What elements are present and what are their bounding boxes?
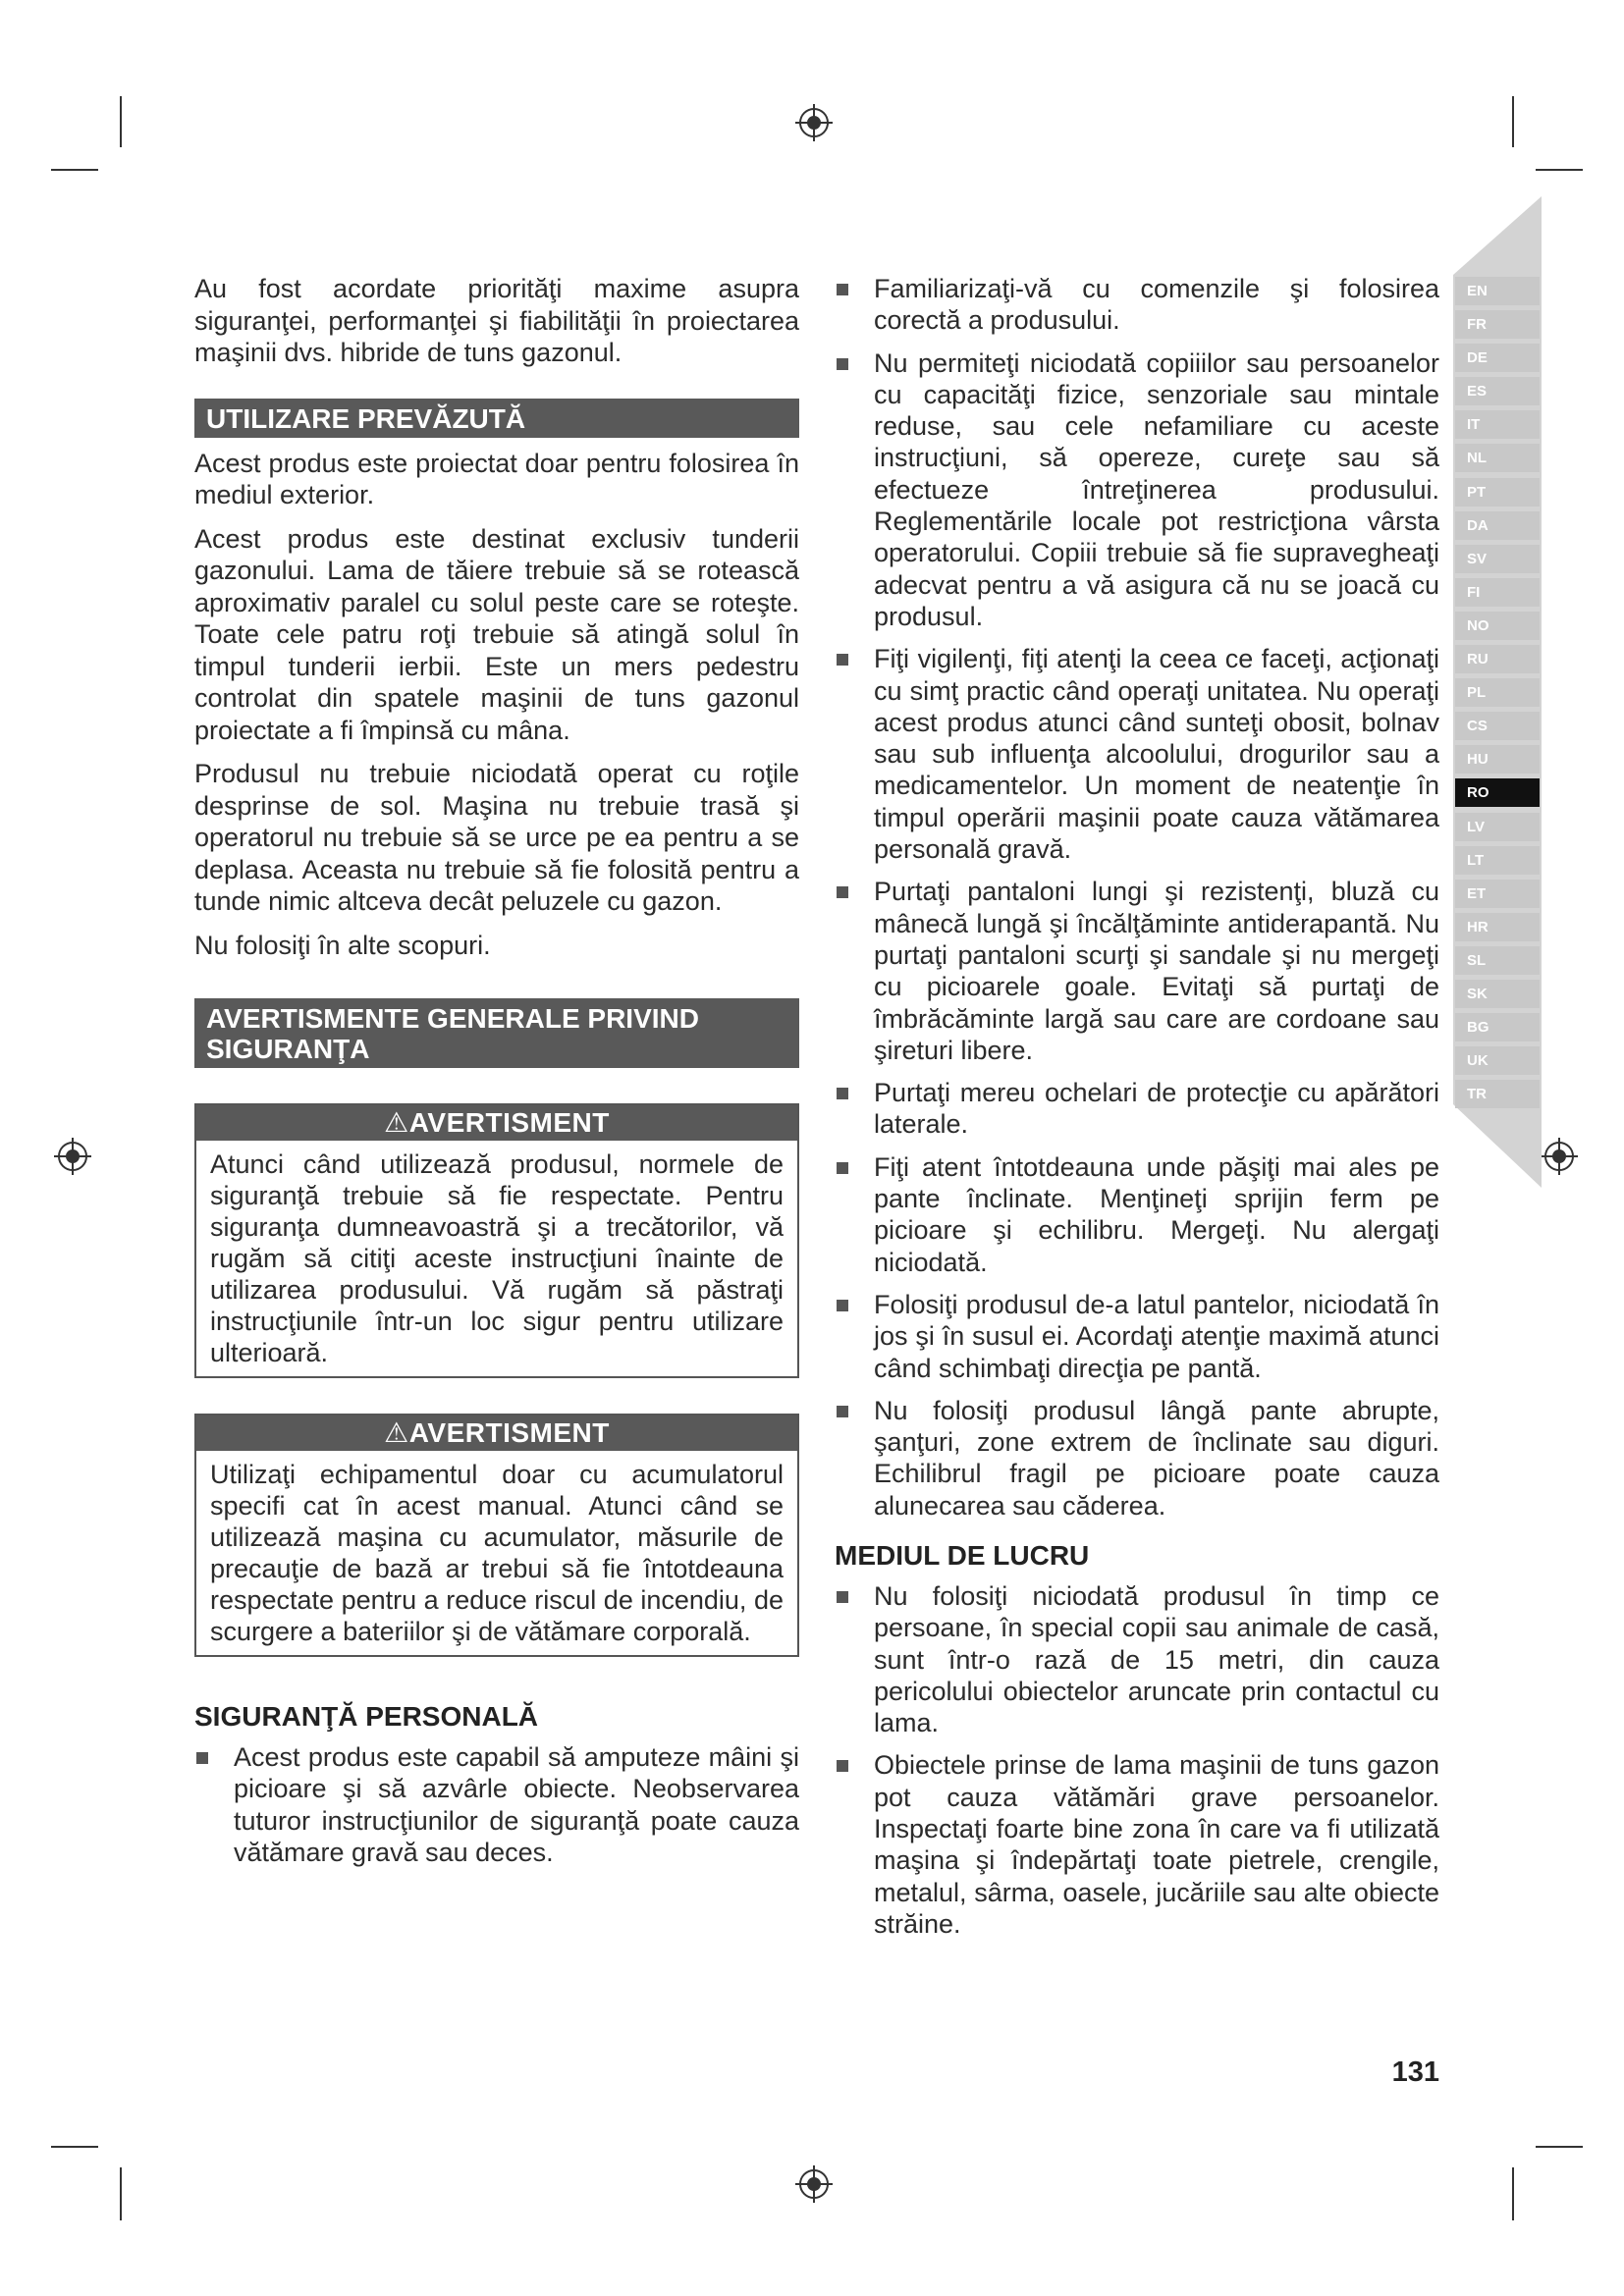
intro-paragraph: Au fost acordate priorităţi maxime asupra siguranţei, performanţei şi fiabilităţii în proiectarea maşinii dvs. hibride de tuns gazonul. (194, 274, 799, 367)
bullet-square-icon (196, 1752, 208, 1764)
language-code-fr: FR (1455, 310, 1540, 339)
bullet-list (835, 1580, 1439, 1940)
language-code-lv: LV (1455, 813, 1540, 841)
list-item: Purtaţi mereu ochelari de protecţie cu apărători laterale. (835, 1077, 1439, 1141)
bullet-square-icon (837, 1300, 848, 1311)
crop-mark (120, 96, 122, 147)
language-code-en: EN (1455, 277, 1540, 305)
list-item: Nu folosiţi produsul lângă pante abrupte, şanţuri, zone extrem de înclinate sau diguri. Echilibrul fragil pe picioare poate cauza alunecarea sau căderea. (835, 1395, 1439, 1522)
warning-box (194, 1414, 799, 1657)
language-code-sv: SV (1455, 545, 1540, 573)
warning-label: AVERTISMENT (408, 1107, 610, 1138)
language-code-hr: HR (1455, 913, 1540, 941)
warning-header (196, 1415, 797, 1451)
bullet-square-icon (837, 1162, 848, 1174)
crop-mark (51, 2146, 98, 2148)
list-item: Nu folosiţi niciodată produsul în timp ce persoane, în special copii sau animale de casă, sunt într-o rază de 15 metri, din cauza pericolului obiectelor aruncate prin contactul cu lama. (835, 1580, 1439, 1738)
paragraph: Nu folosiţi în alte scopuri. (194, 930, 491, 960)
list-item: Acest produs este capabil să amputeze mâini şi picioare şi să azvârle obiecte. Neobservarea tuturor instrucţiunilor de siguranţă poate cauza vătămare gravă sau deces. (194, 1741, 799, 1868)
language-code-pl: PL (1455, 678, 1540, 707)
right-column (835, 273, 1439, 1950)
bullet-square-icon (837, 1406, 848, 1417)
section-header-avertismente: AVERTISMENTE GENERALE PRIVIND SIGURANŢA (194, 998, 799, 1068)
language-code-cs: CS (1455, 712, 1540, 740)
warning-triangle-icon: ⚠ (384, 1417, 409, 1448)
crop-mark (1536, 169, 1583, 171)
registration-mark-icon (53, 1137, 92, 1176)
list-item: Purtaţi pantaloni lungi şi rezistenţi, bluză cu mânecă lungă şi încălţăminte antiderapantă. Nu purtaţi pantaloni scurţi şi sandale şi nu mergeţi cu picioarele goale. Evitaţi să purtaţi de îmbrăcăminte largă sau care are cordoane sau şireturi libere. (835, 876, 1439, 1066)
language-code-da: DA (1455, 511, 1540, 540)
language-code-de: DE (1455, 344, 1540, 372)
warning-triangle-icon: ⚠ (384, 1107, 409, 1138)
bullet-list (194, 1741, 799, 1868)
paragraph: Acest produs este proiectat doar pentru folosirea în mediul exterior. (194, 448, 799, 509)
warning-box (194, 1103, 799, 1378)
bullet-square-icon (837, 886, 848, 898)
language-code-pt: PT (1455, 478, 1540, 507)
bullet-square-icon (837, 1088, 848, 1099)
language-code-hu: HU (1455, 745, 1540, 774)
left-column (194, 273, 799, 1879)
language-code-et: ET (1455, 880, 1540, 908)
language-code-it: IT (1455, 410, 1540, 439)
list-item: Familiarizaţi-vă cu comenzile şi folosirea corectă a produsului. (835, 273, 1439, 337)
subheading-mediul: MEDIUL DE LUCRU (835, 1539, 1090, 1571)
language-code-fi: FI (1455, 578, 1540, 607)
warning-label: AVERTISMENT (408, 1417, 610, 1448)
language-code-ru: RU (1455, 645, 1540, 673)
bullet-square-icon (837, 1760, 848, 1772)
warning-text: Atunci când utilizează produsul, normele de siguranţă trebuie să fie respectate. Pentru siguranţa dumneavoastră şi a trecătorilor, vă rugăm să citiţi aceste instrucţiuni înainte de utilizarea produsului. Vă rugăm să păstraţi instrucţiunile într-un loc sigur pentru utilizare ulterioară. (210, 1149, 784, 1367)
page-number: 131 (1391, 2056, 1439, 2088)
paragraph: Acest produs este destinat exclusiv tunderii gazonului. Lama de tăiere trebuie să se rotească aproximativ paralel cu solul peste care se roteşte. Toate cele patru roţi trebuie să atingă solul în timpul tunderii ierbii. Este un mers pedestru controlat din spatele maşinii de tuns gazonul proiectate a fi împinsă cu mâna. (194, 523, 799, 745)
language-code-sk: SK (1455, 980, 1540, 1008)
list-item: Obiectele prinse de lama maşinii de tuns gazon pot cauza vătămări grave persoanelor. Inspectaţi foarte bine zona în care va fi utilizată maşina şi îndepărtaţi toate pietrele, crengile, metalul, sârma, oasele, jucăriile sau alte obiecte străine. (835, 1749, 1439, 1940)
language-code-tr: TR (1455, 1080, 1540, 1108)
warning-text: Utilizaţi echipamentul doar cu acumulatorul specifi cat în acest manual. Atunci când se utilizează maşina cu acumulator, măsurile de precauţie de bază ar trebui să fie întotdeauna respectate pentru a reduce riscul de incendiu, de scurgere a bateriilor şi de vătămare corporală. (210, 1460, 784, 1646)
language-code-uk: UK (1455, 1046, 1540, 1075)
language-code-lt: LT (1455, 846, 1540, 875)
registration-mark-icon (794, 2164, 834, 2204)
language-index (1455, 277, 1540, 1113)
language-code-ro: RO (1455, 778, 1540, 807)
registration-mark-icon (1540, 1137, 1579, 1176)
bullet-square-icon (837, 358, 848, 370)
crop-mark (51, 169, 98, 171)
list-item: Folosiţi produsul de-a latul pantelor, niciodată în jos şi în susul ei. Acordaţi atenţie maximă atunci când schimbaţi direcţia pe pantă. (835, 1289, 1439, 1384)
warning-header (196, 1105, 797, 1141)
language-code-es: ES (1455, 377, 1540, 405)
subheading-siguranta: SIGURANŢĂ PERSONALĂ (194, 1701, 539, 1732)
crop-mark (120, 2167, 122, 2220)
list-item: Fiţi vigilenţi, fiţi atenţi la ceea ce faceţi, acţionaţi cu simţ practic când operaţi unitatea. Nu operaţi acest produs atunci când sunteţi obosit, bolnav sau sub influenţa alcoolului, drogurilor sau a medicamentelor. Un moment de neatenţie în timpul operării maşinii poate cauza vătămarea personală gravă. (835, 643, 1439, 865)
list-item: Nu permiteţi niciodată copiiilor sau persoanelor cu capacităţi fizice, senzoriale sau mintale reduse, sau cele nefamiliare cu aceste instrucţiuni, să opereze, cureţe sau să efectueze întreţinerea produsului. Reglementările locale pot restricţiona vârsta operatorului. Copiii trebuie să fie supravegheaţi adecvat pentru a vă asigura că nu se joacă cu produsul. (835, 347, 1439, 633)
bullet-square-icon (837, 284, 848, 295)
paragraph: Produsul nu trebuie niciodată operat cu roţile desprinse de sol. Maşina nu trebuie trasă şi operatorul nu trebuie să se urce pe ea pentru a se deplasa. Aceasta nu trebuie să fie folosită pentru a tunde nimic altceva decât peluzele cu gazon. (194, 759, 799, 916)
crop-mark (1512, 96, 1514, 147)
section-header-utilizare: UTILIZARE PREVĂZUTĂ (194, 399, 799, 438)
bullet-square-icon (837, 1591, 848, 1603)
language-code-no: NO (1455, 612, 1540, 640)
bullet-square-icon (837, 654, 848, 666)
language-code-nl: NL (1455, 444, 1540, 472)
crop-mark (1512, 2167, 1514, 2220)
bullet-list (835, 273, 1439, 1522)
language-code-sl: SL (1455, 946, 1540, 975)
crop-mark (1536, 2146, 1583, 2148)
registration-mark-icon (794, 103, 834, 142)
list-item: Fiţi atent întotdeauna unde păşiţi mai ales pe pante înclinate. Menţineţi sprijin ferm pe picioare şi echilibru. Mergeţi. Nu alergaţi niciodată. (835, 1151, 1439, 1278)
language-code-bg: BG (1455, 1013, 1540, 1041)
